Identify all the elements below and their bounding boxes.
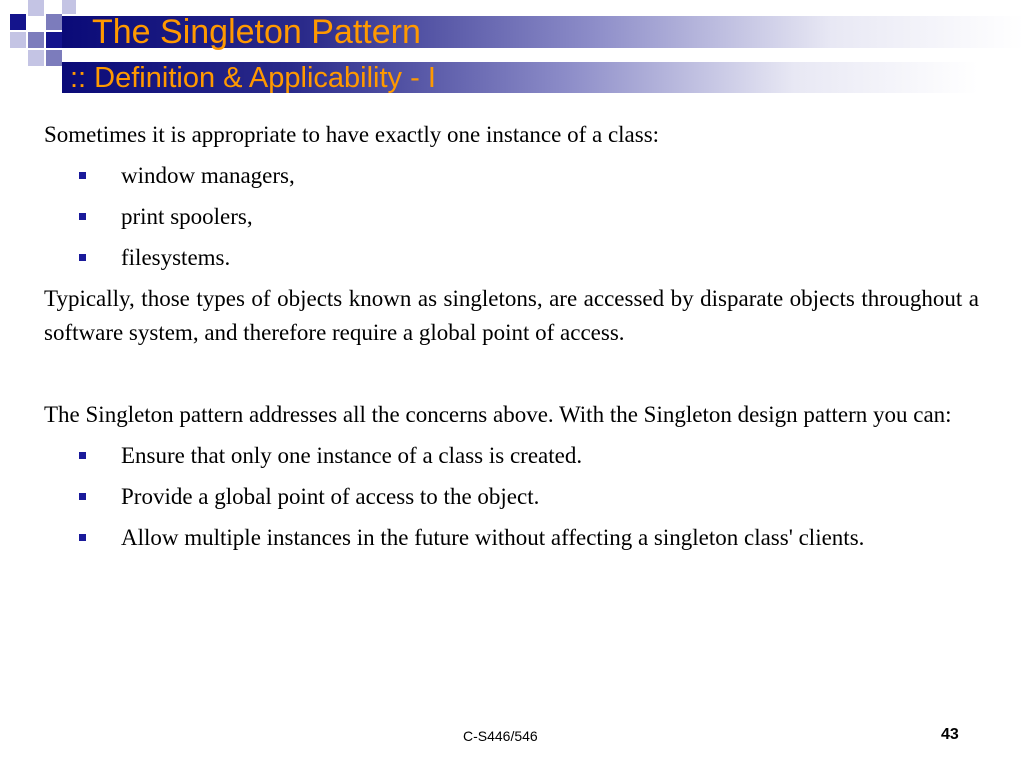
intro-paragraph: Sometimes it is appropriate to have exactly one instance of a class: [44,122,660,147]
slide-subtitle: :: Definition & Applicability - I [70,62,436,94]
list-item: Ensure that only one instance of a class is created. [44,439,979,473]
list-item: filesystems. [44,241,979,275]
slide-title: The Singleton Pattern [92,13,421,51]
square-bullet-icon [79,213,86,220]
list-item: window managers, [44,159,979,193]
list-item: Allow multiple instances in the future without affecting a singleton class' clients. [44,521,979,555]
list-item: Provide a global point of access to the object. [44,480,979,514]
capabilities-list [44,439,979,555]
square-bullet-icon [79,172,86,179]
footer-course: C-S446/546 [463,728,538,744]
square-bullet-icon [79,254,86,261]
list-item: print spoolers, [44,200,979,234]
examples-list [44,159,979,275]
pattern-paragraph: The Singleton pattern addresses all the concerns above. With the Singleton design pattern you can: [44,402,952,427]
slide-body [44,118,979,555]
square-bullet-icon [79,452,86,459]
square-bullet-icon [79,534,86,541]
square-bullet-icon [79,493,86,500]
singletons-paragraph: Typically, those types of objects known as singletons, are accessed by disparate objects throughout a software system, and therefore require a global point of access. [44,286,979,345]
page-number: 43 [941,726,959,743]
